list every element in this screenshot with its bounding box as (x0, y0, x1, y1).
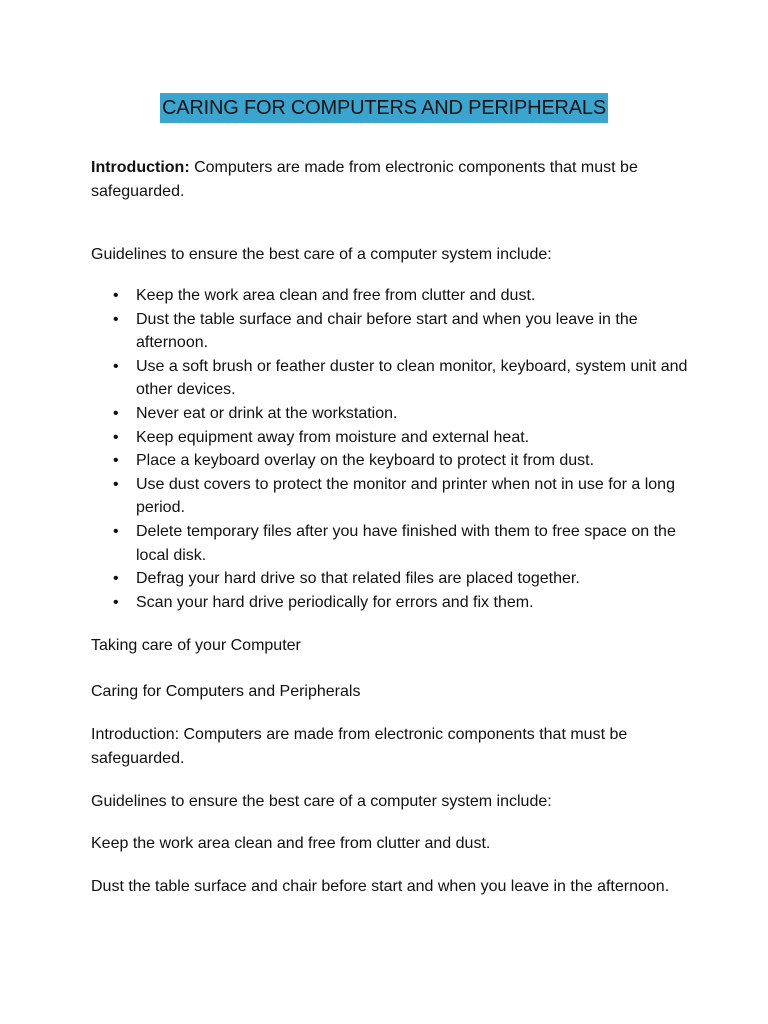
list-item-text: Dust the table surface and chair before start and when you leave in the afternoon. (136, 310, 638, 352)
bullet-icon: • (113, 310, 119, 328)
list-item-text: Never eat or drink at the workstation. (136, 404, 398, 422)
repeat-intro-paragraph: Introduction: Computers are made from electronic components that must be safeguarded. (91, 726, 628, 767)
document-title: CARING FOR COMPUTERS AND PERIPHERALS (160, 93, 608, 123)
list-item-text: Delete temporary files after you have finished with them to free space on the local disk. (136, 522, 676, 564)
guidelines-list (91, 284, 691, 614)
list-item (91, 591, 691, 615)
section-heading-care: Taking care of your Computer (91, 637, 301, 654)
list-item (91, 449, 691, 473)
intro-label: Introduction: (91, 159, 190, 176)
bullet-icon: • (113, 287, 119, 304)
repeat-guidelines-heading: Guidelines to ensure the best care of a computer system include: (91, 793, 552, 810)
list-item (91, 567, 691, 591)
bullet-icon: • (113, 357, 119, 375)
list-item-text: Use a soft brush or feather duster to clean monitor, keyboard, system unit and other devices. (136, 357, 688, 399)
bullet-icon: • (113, 452, 119, 470)
intro-paragraph (91, 156, 691, 204)
list-item-text: Defrag your hard drive so that related files are placed together. (136, 570, 580, 588)
section-heading-caring: Caring for Computers and Peripherals (91, 683, 361, 700)
list-item-text: Keep equipment away from moisture and external heat. (136, 428, 530, 446)
list-item-text: Place a keyboard overlay on the keyboard to protect it from dust. (136, 452, 595, 470)
title-container (0, 93, 768, 123)
bullet-icon: • (113, 522, 119, 540)
list-item (91, 284, 691, 308)
intro-text: Computers are made from electronic components that must be safeguarded. (91, 159, 638, 200)
list-item-text: Scan your hard drive periodically for errors and fix them. (136, 593, 534, 611)
list-item-text: Use dust covers to protect the monitor and printer when not in use for a long period. (136, 475, 675, 517)
bullet-icon: • (113, 428, 119, 446)
bullet-icon: • (113, 475, 119, 493)
list-item-text: Keep the work area clean and free from clutter and dust. (136, 287, 536, 304)
list-item (91, 426, 691, 450)
bullet-icon: • (113, 570, 119, 588)
list-item (91, 308, 691, 355)
list-item (91, 402, 691, 426)
list-item (91, 520, 691, 567)
repeat-paragraph-2: Dust the table surface and chair before start and when you leave in the afternoon. (91, 878, 670, 895)
list-item (91, 355, 691, 402)
repeat-paragraph-1: Keep the work area clean and free from clutter and dust. (91, 835, 491, 852)
bullet-icon: • (113, 593, 119, 611)
guidelines-heading: Guidelines to ensure the best care of a computer system include: (91, 246, 552, 263)
list-item (91, 473, 691, 520)
bullet-icon: • (113, 404, 119, 422)
